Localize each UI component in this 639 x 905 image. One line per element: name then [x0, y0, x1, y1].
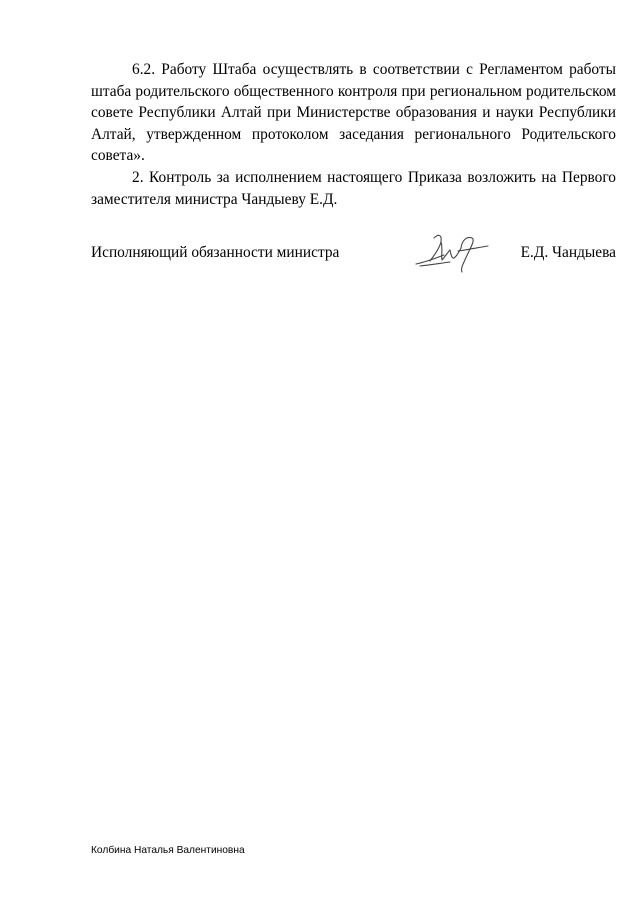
document-author: Колбина Наталья Валентиновна	[91, 845, 245, 856]
signature-image	[414, 228, 494, 274]
signatory-title: Исполняющий обязанности министра	[91, 244, 340, 261]
signature-block	[91, 228, 616, 278]
signatory-name: Е.Д. Чандыева	[520, 244, 616, 261]
document-body	[91, 59, 616, 210]
paragraph-2: 2. Контроль за исполнением настоящего Приказа возложить на Первого заместителя министра Чандыеву Е.Д.	[91, 168, 616, 208]
paragraph-6-2: 6.2. Работу Штаба осуществлять в соответствии с Регламентом работы штаба родительского общественного контроля при региональном родительском совете Республики Алтай при Министерстве образования и науки Республики Алтай, утвержденном протоколом заседания регионального Родительского совета».	[91, 61, 616, 165]
